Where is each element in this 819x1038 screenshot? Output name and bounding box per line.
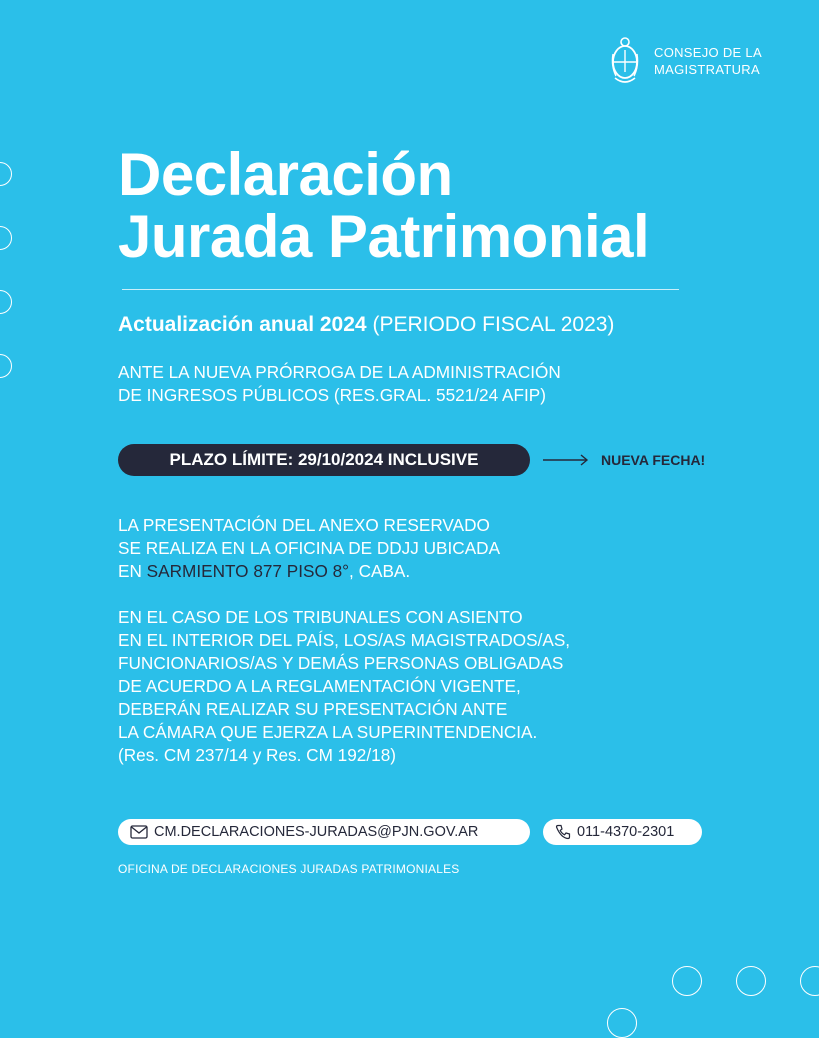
subtitle-bold: Actualización anual 2024 — [118, 313, 367, 336]
subtitle-light: (PERIODO FISCAL 2023) — [372, 313, 615, 336]
envelope-icon — [130, 825, 148, 839]
org-name — [654, 44, 762, 78]
intro-line1: ANTE LA NUEVA PRÓRROGA DE LA ADMINISTRACIÓN — [118, 362, 561, 382]
annex-paragraph — [118, 514, 500, 583]
interior-line2: EN EL INTERIOR DEL PAÍS, LOS/AS MAGISTRADOS/AS, — [118, 630, 571, 650]
title-line1: Declaración — [118, 141, 453, 208]
org-name-line1: CONSEJO DE LA — [654, 45, 762, 60]
circle-icon — [672, 966, 702, 996]
email-contact[interactable] — [118, 819, 530, 845]
email-address[interactable]: CM.DECLARACIONES-JURADAS@PJN.GOV.AR — [154, 824, 479, 840]
decorative-circles-left — [0, 162, 12, 418]
deadline-label: PLAZO LÍMITE: 29/10/2024 INCLUSIVE — [169, 450, 479, 469]
annex-address: SARMIENTO 877 PISO 8° — [146, 561, 350, 581]
circle-icon — [0, 354, 12, 378]
annex-line2: SE REALIZA EN LA OFICINA DE DDJJ UBICADA — [118, 538, 501, 558]
intro-paragraph — [118, 361, 561, 407]
annex-line3-suffix: , CABA. — [349, 561, 411, 581]
title-divider — [122, 289, 679, 290]
resolution-reference: (Res. CM 237/14 y Res. CM 192/18) — [118, 745, 396, 765]
circle-icon — [736, 966, 766, 996]
deadline-badge — [118, 444, 530, 476]
interior-line3: FUNCIONARIOS/AS Y DEMÁS PERSONAS OBLIGADAS — [118, 653, 564, 673]
interior-line5: DEBERÁN REALIZAR SU PRESENTACIÓN ANTE — [118, 699, 508, 719]
circle-icon — [0, 290, 12, 314]
circle-icon — [0, 226, 12, 250]
arrow-right-icon — [543, 452, 589, 468]
interior-paragraph — [118, 606, 570, 767]
phone-number[interactable]: 011-4370-2301 — [577, 824, 675, 840]
annex-line3-prefix: EN — [118, 561, 142, 581]
phone-icon — [555, 824, 571, 840]
interior-line4: DE ACUERDO A LA REGLAMENTACIÓN VIGENTE, — [118, 676, 521, 696]
title-line2: Jurada Patrimonial — [118, 203, 650, 270]
decorative-circles-bottom — [672, 966, 819, 996]
page-title — [118, 141, 650, 270]
coat-of-arms-icon — [610, 34, 640, 88]
phone-contact[interactable] — [543, 819, 702, 845]
intro-line2: DE INGRESOS PÚBLICOS (RES.GRAL. 5521/24 AFIP) — [118, 385, 546, 405]
circle-icon — [0, 162, 12, 186]
subtitle — [118, 313, 614, 337]
annex-line3 — [118, 560, 500, 583]
org-name-line2: MAGISTRATURA — [654, 62, 760, 77]
decorative-circles-bottom-2 — [607, 1008, 637, 1038]
interior-line6: LA CÁMARA QUE EJERZA LA SUPERINTENDENCIA. — [118, 722, 538, 742]
footer-office-name: OFICINA DE DECLARACIONES JURADAS PATRIMONIALES — [118, 862, 460, 876]
circle-icon — [607, 1008, 637, 1038]
annex-line1: LA PRESENTACIÓN DEL ANEXO RESERVADO — [118, 515, 490, 535]
interior-line1: EN EL CASO DE LOS TRIBUNALES CON ASIENTO — [118, 607, 523, 627]
new-date-note: NUEVA FECHA! — [601, 452, 706, 468]
circle-icon — [800, 966, 819, 996]
org-logo — [610, 34, 762, 88]
